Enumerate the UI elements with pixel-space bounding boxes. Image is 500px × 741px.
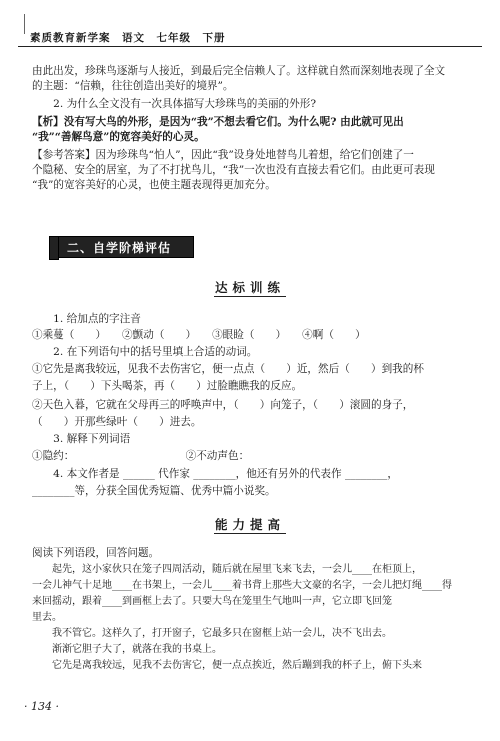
subsection-rule [214, 533, 286, 534]
page-header [18, 14, 482, 46]
text-line: 2. 为什么全文没有一次具体描写大珍珠鸟的美丽的外形? [32, 98, 316, 110]
subsection-title-advanced: 能力提高 [214, 517, 285, 532]
text-line: ________等，分获全国优秀短篇、优秀中篇小说奖。 [32, 485, 276, 497]
text-line: 里去。 [32, 612, 62, 623]
text-line: 我不管它。这样久了，打开窗子，它最多只在窗框上站一会儿，决不飞出去。 [32, 628, 392, 639]
text-line: 1. 给加点的字注音 [32, 313, 141, 325]
text-line: 由此出发，珍珠鸟逐渐与人接近，到最后完全信赖人了。这样就自然而深刻地表现了全文 [32, 65, 446, 77]
text-line: 来回摇动，跟着____到画框上去了。只要大鸟在笼里生气地叫一声，它立即飞回笼 [32, 596, 392, 607]
section-title: 二、自学阶梯评估 [67, 241, 172, 255]
text-line: 它先是离我较远，见我不去伤害它，便一点点挨近，然后蹦到我的杯子上，俯下头来 [32, 660, 422, 671]
text-line: ②天色入暮，它就在父母再三的呼唤声中，（ ）向笼子，（ ）滚圆的身子， [32, 399, 414, 411]
header-title: 素质教育新学案 语文 七年级 下册 [30, 32, 226, 44]
text-line: 【析】没有写大鸟的外形，是因为“我”不想去看它们。为什么呢? 由此就可见出 [32, 116, 404, 128]
text-line: 子上，（ ）下头喝茶，再（ ）过脸瞧瞧我的反应。 [32, 380, 303, 392]
text-line: 起先，这小家伙只在笼子四周活动，随后就在屋里飞来飞去，一会儿____在柜顶上， [32, 564, 422, 575]
text-line: 的主题：“信赖，往往创造出美好的境界”。 [32, 80, 234, 92]
text-line: 个隐秘、安全的居室，为了不打扰鸟儿，“我”一次也没有直接去看它们。由此更可表现 [32, 164, 435, 176]
text-line: “我”的宽容美好的心灵，也使主题表现得更加充分。 [32, 179, 276, 191]
text-line: 3. 解释下列词语 [32, 433, 131, 445]
header-rule [18, 46, 482, 47]
section-heading-bar [58, 236, 194, 258]
text-line: “我”“善解鸟意”的宽容美好的心灵。 [32, 131, 205, 143]
text-line: 阅读下列语段，回答问题。 [32, 547, 160, 559]
text-line: （ ）开那些绿叶（ ）进去。 [32, 416, 202, 428]
text-line: 一会儿神气十足地____在书架上，一会儿____着书背上那些大文豪的名字，一会儿把灯绳____得 [32, 580, 452, 591]
page-number: · 134 · [24, 700, 59, 713]
text-line: ①乘蔓（ ） ②颤动（ ） ③眼睑（ ） ④啊（ ） [32, 329, 366, 341]
subsection-rule [214, 296, 286, 297]
text-line: ①隐约： ②不动声色： [32, 450, 250, 462]
text-line: ①它先是离我较远，见我不去伤害它，便一点点（ ）近，然后（ ）到我的杯 [32, 363, 424, 375]
text-line: 2. 在下列语句中的括号里填上合适的动词。 [32, 346, 258, 358]
subsection-title-practice: 达标训练 [214, 280, 285, 295]
text-line: 渐渐它胆子大了，就落在我的书桌上。 [32, 644, 222, 655]
text-line: 4. 本文作者是 ______ 代作家 ________，他还有另外的代表作 ________， [32, 468, 398, 480]
text-line: 【参考答案】因为珍珠鸟“怕人”，因此“我”设身处地替鸟儿着想，给它们创建了一 [32, 149, 414, 161]
